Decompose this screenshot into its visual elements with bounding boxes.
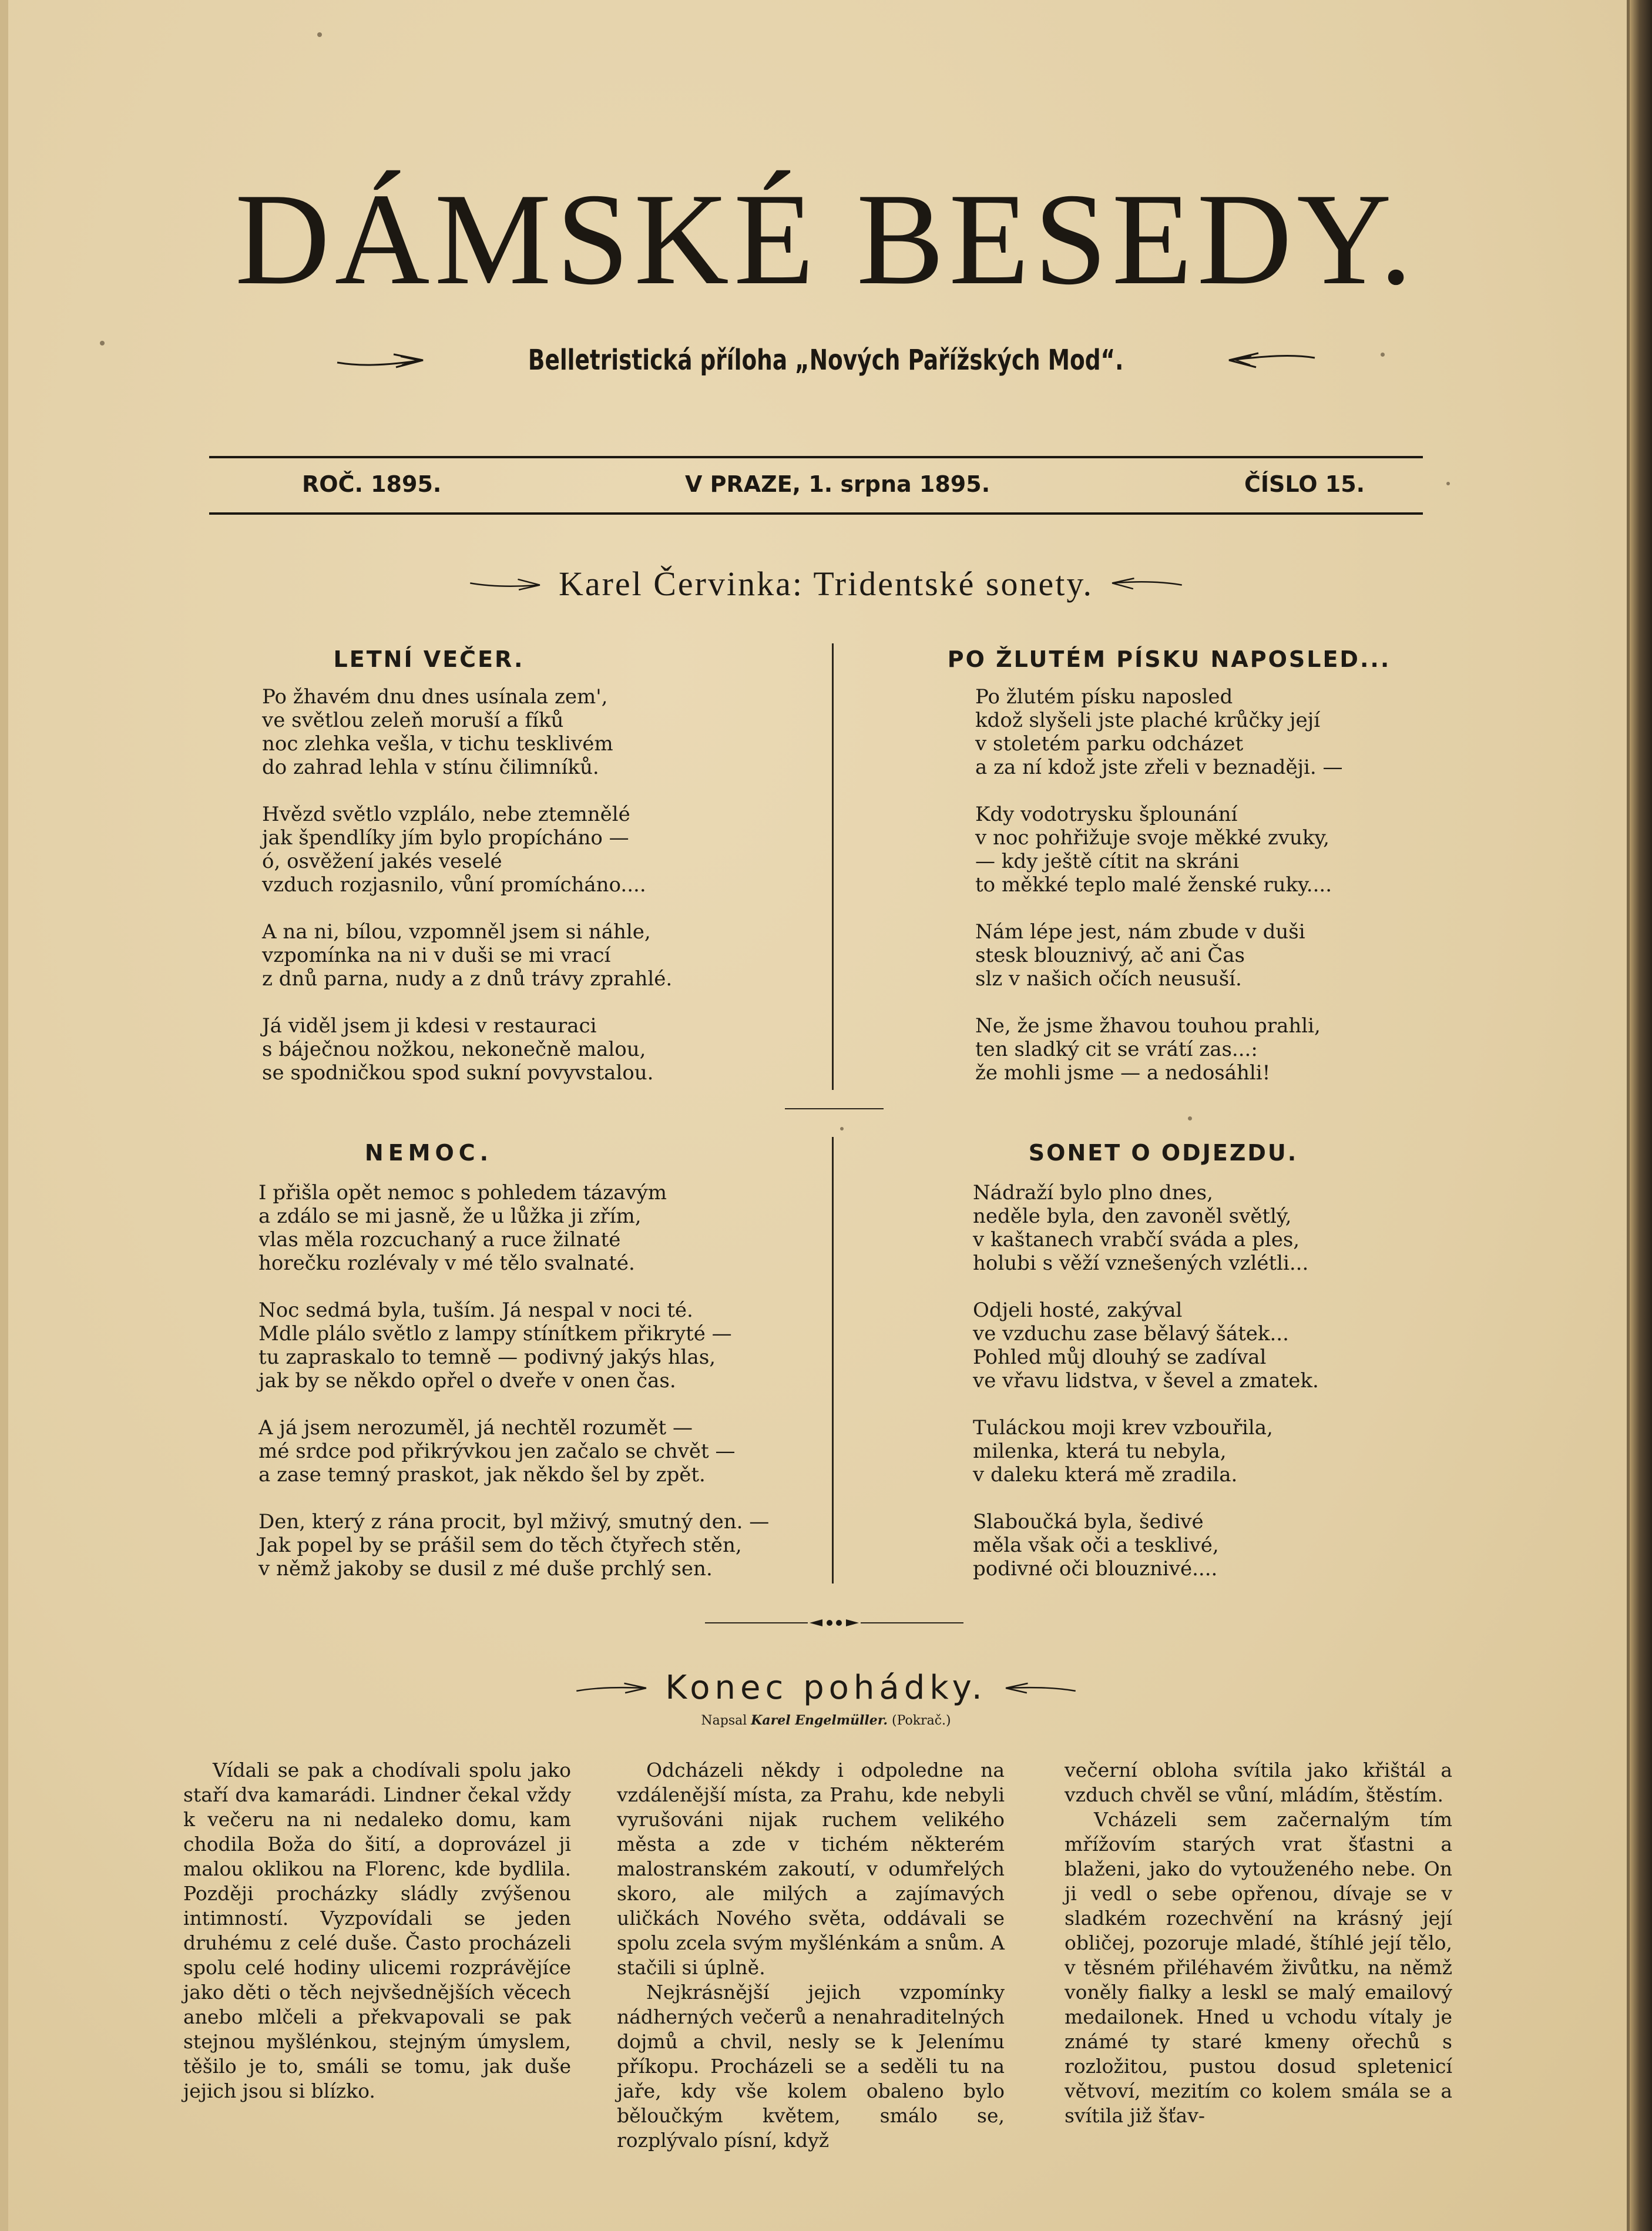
stanza	[975, 685, 1343, 779]
verse-line: Nám lépe jest, nám zbude v duši	[975, 920, 1305, 944]
story-header-row	[0, 1669, 1652, 1707]
paragraph: večerní obloha svítila jako křištál a vzduch chvěl se vůní, mládím, štěstím.	[1065, 1759, 1452, 1806]
story-column-3	[1065, 1758, 1452, 2128]
verse-line: jak špendlíky jím bylo propícháno —	[262, 826, 629, 850]
byline-continued: (Pokrač.)	[892, 1713, 951, 1728]
masthead-subtitle-row	[0, 344, 1652, 377]
verse-line: v němž jakoby se dusil z mé duše prchlý sen.	[258, 1557, 713, 1581]
verse-line: Den, který z rána procit, byl mživý, smutný den. —	[258, 1510, 770, 1534]
stanza	[258, 1510, 769, 1581]
paragraph: Vídali se pak a chodívali spolu jako staří dva kamarádi. Lindner čekal vždy k večeru na ni nedaleko domu, kam chodila Boža do šití, a doprovázel ji malou oklikou na Florenc, kde bydlila. Později procházky sládly zvýšenou intimností. Vyzpovídali se jeden druhému z celé duše. Často procházeli spolu celé hodiny ulicemi rozprávějíce jako děti o těch nejvšednějších věcech anebo mlčeli a překvapovali se pak stejnou myšlénkou, stejným úmyslem, těšilo je to, smáli se tomu, jak duše jejich jsou si blízko.	[183, 1759, 571, 2102]
issue-place-date: V PRAZE, 1. srpna 1895.	[685, 471, 990, 497]
verse-line: vzpomínka na ni v duši se mi vrací	[262, 944, 611, 967]
verse-line: A já jsem nerozuměl, já nechtěl rozumět —	[258, 1416, 693, 1440]
story-column-1	[183, 1758, 571, 2103]
verse-line: ve světlou zeleň moruší a fíků	[262, 709, 564, 732]
verse-line: v daleku která mě zradila.	[973, 1463, 1238, 1487]
sonnets-header-row	[0, 564, 1652, 603]
verse-line: to měkké teplo malé ženské ruky....	[975, 873, 1332, 897]
verse-line: ó, osvěžení jakés veselé	[262, 850, 502, 873]
stanza	[975, 920, 1343, 991]
verse-line: v kaštanech vrabčí sváda a ples,	[973, 1228, 1300, 1252]
stanza	[262, 920, 672, 991]
paragraph: Nejkrásnější jejich vzpomínky nádherných večerů a nenahraditelných dojmů a chvil, nesly se k Jelenímu příkopu. Procházeli se a seděli tu na jaře, kdy vše kolem obaleno bylo běloučkým květem, smálo se, rozplývalo písní, když	[617, 1981, 1005, 2152]
verse-line: ve vřavu lidstva, v ševel a zmatek.	[973, 1369, 1319, 1393]
verse-line: — kdy ještě cítit na skráni	[975, 850, 1240, 873]
verse-line: vzduch rozjasnilo, vůní promícháno....	[262, 873, 646, 897]
verse-line: Já viděl jsem ji kdesi v restauraci	[262, 1014, 597, 1038]
paragraph: Vcházeli sem začernalým tím mřížovím starých vrat šťastni a blaženi, jako do vytouženého nebe. On ji vedl o sebe opřenou, dívaje se v sladkém rozechvění na krásný její obličej, pozoruje mladé, štíhlé její tělo, v těsném přiléhavém živůtku, na němž voněly fialky a leskl se malý emailový medailonek. Hned u vchodu vítaly je známé ty staré kmeny ořechů s rozložitou, pustou dosud spletenicí větvoví, mezitím co kolem smála se a svítila již šťav-	[1065, 1808, 1452, 2127]
stanza	[973, 1416, 1319, 1487]
paper-speck	[1446, 482, 1450, 485]
verse-line: že mohli jsme — a nedosáhli!	[975, 1061, 1271, 1085]
poem-title: SONET O ODJEZDU.	[1028, 1140, 1298, 1166]
poem-sonet-o-odjezdu	[973, 1181, 1319, 1604]
stanza	[973, 1181, 1319, 1275]
verse-line: ve vzduchu zase bělavý šátek...	[973, 1322, 1289, 1346]
verse-line: ten sladký cit se vrátí zas...:	[975, 1038, 1258, 1061]
center-divider	[785, 1108, 884, 1109]
verse-line: holubi s věží vznešených vzlétli...	[973, 1252, 1309, 1275]
ornament-divider-icon	[705, 1617, 963, 1629]
right-flourish-icon	[1107, 573, 1184, 595]
stanza	[262, 1014, 672, 1085]
verse-line: tu zapraskalo to temně — podivný jakýs hlas,	[258, 1346, 716, 1369]
poem-po-zlutem-pisku	[975, 685, 1343, 1108]
story-title: Konec pohádky.	[665, 1669, 987, 1707]
verse-line: I přišla opět nemoc s pohledem tázavým	[258, 1181, 667, 1205]
stanza	[973, 1510, 1319, 1581]
paragraph: Odcházeli někdy i odpoledne na vzdálenější místa, za Prahu, kde nebyli vyrušováni nijak ruchem velikého města a zde v tichém některém malostranském zakoutí, v odumřelých skoro, ale milých a zajímavých uličkách Nového světa, oddávali se spolu zcela svým myšlénkám a snům. A stačili si úplně.	[617, 1759, 1005, 1979]
byline-prefix: Napsal	[701, 1713, 747, 1728]
poem-title: PO ŽLUTÉM PÍSKU NAPOSLED...	[947, 646, 1391, 672]
issue-info-bar	[209, 456, 1423, 515]
left-flourish-icon	[468, 573, 545, 595]
verse-line: Po žlutém písku naposled	[975, 685, 1233, 709]
stanza	[262, 803, 672, 897]
verse-line: a za ní kdož jste zřeli v beznaději. —	[975, 756, 1343, 779]
verse-line: Tuláckou moji krev vzbouřila,	[973, 1416, 1273, 1440]
verse-line: Pohled můj dlouhý se zadíval	[973, 1346, 1267, 1369]
verse-line: slz v našich očích neusuší.	[975, 967, 1242, 991]
verse-line: Noc sedmá byla, tuším. Já nespal v noci té.	[258, 1299, 693, 1322]
verse-line: Nádraží bylo plno dnes,	[973, 1181, 1213, 1205]
verse-line: Odjeli hosté, zakýval	[973, 1299, 1183, 1322]
stanza	[258, 1416, 769, 1487]
column-rule-top	[832, 643, 834, 1090]
verse-line: do zahrad lehla v stínu čilimníků.	[262, 756, 599, 779]
stanza	[258, 1299, 769, 1393]
verse-line: se spodničkou spod sukní povyvstalou.	[262, 1061, 654, 1085]
paper-speck	[317, 32, 322, 37]
verse-line: A na ni, bílou, vzpomněl jsem si náhle,	[262, 920, 651, 944]
verse-line: a zase temný praskot, jak někdo šel by zpět.	[258, 1463, 706, 1487]
poem-title: LETNÍ VEČER.	[333, 646, 525, 672]
right-flourish-icon	[1001, 1678, 1077, 1699]
byline-author: Karel Engelmüller.	[751, 1713, 888, 1728]
stanza	[973, 1299, 1319, 1393]
poem-letni-vecer	[262, 685, 672, 1108]
verse-line: jak by se někdo opřel o dveře v onen čas.	[258, 1369, 676, 1393]
verse-line: v stoletém parku odcházet	[975, 732, 1244, 756]
story-column-2	[617, 1758, 1005, 2153]
verse-line: milenka, která tu nebyla,	[973, 1440, 1227, 1463]
issue-number: ČÍSLO 15.	[1244, 471, 1365, 497]
page-left-edge	[0, 0, 8, 2231]
verse-line: Slaboučká byla, šedivé	[973, 1510, 1204, 1534]
poem-nemoc	[258, 1181, 769, 1604]
verse-line: z dnů parna, nudy a z dnů trávy zprahlé.	[262, 967, 673, 991]
verse-line: horečku rozlévaly v mé tělo svalnaté.	[258, 1252, 635, 1275]
left-flourish-icon	[575, 1678, 651, 1699]
issue-year: ROČ. 1895.	[302, 471, 442, 497]
stanza	[975, 803, 1343, 897]
verse-line: noc zlehka vešla, v tichu tesklivém	[262, 732, 613, 756]
left-flourish-icon	[335, 348, 429, 372]
paper-speck	[1188, 1116, 1192, 1120]
verse-line: vlas měla rozcuchaný a ruce žilnaté	[258, 1228, 621, 1252]
paper-speck	[840, 1127, 844, 1130]
verse-line: v noc pohřižuje svoje měkké zvuky,	[975, 826, 1329, 850]
stanza	[258, 1181, 769, 1275]
verse-line: a zdálo se mi jasně, že u lůžka ji zřím,	[258, 1205, 642, 1228]
stanza	[975, 1014, 1343, 1085]
story-byline	[0, 1713, 1652, 1728]
verse-line: Hvězd světlo vzplálo, nebe ztemnělé	[262, 803, 630, 826]
sonnets-header: Karel Červinka: Tridentské sonety.	[558, 565, 1094, 603]
verse-line: Kdy vodotrysku šplounání	[975, 803, 1238, 826]
verse-line: Mdle plálo světlo z lampy stínítkem přikryté —	[258, 1322, 732, 1346]
verse-line: podivné oči blouznivé....	[973, 1557, 1218, 1581]
verse-line: měla však oči a tesklivé,	[973, 1534, 1219, 1557]
masthead-subtitle: Belletristická příloha „Nových Pařížských Mod“.	[528, 344, 1124, 377]
binding-edge	[1630, 0, 1652, 2231]
verse-line: neděle byla, den zavoněl světlý,	[973, 1205, 1292, 1228]
verse-line: mé srdce pod přikrývkou jen začalo se chvět —	[258, 1440, 736, 1463]
verse-line: kdož slyšeli jste plaché krůčky její	[975, 709, 1321, 732]
verse-line: s báječnou nožkou, nekonečně malou,	[262, 1038, 646, 1061]
verse-line: Jak popel by se prášil sem do těch čtyřech stěn,	[258, 1534, 742, 1557]
verse-line: stesk blouznivý, ač ani Čas	[975, 944, 1245, 967]
right-flourish-icon	[1223, 348, 1317, 372]
masthead-title: DÁMSKÉ BESEDY.	[234, 166, 1418, 312]
stanza	[262, 685, 672, 779]
verse-line: Po žhavém dnu dnes usínala zem',	[262, 685, 608, 709]
poem-title: NEMOC.	[364, 1140, 493, 1166]
column-rule-bottom	[832, 1137, 834, 1583]
verse-line: Ne, že jsme žhavou touhou prahli,	[975, 1014, 1321, 1038]
